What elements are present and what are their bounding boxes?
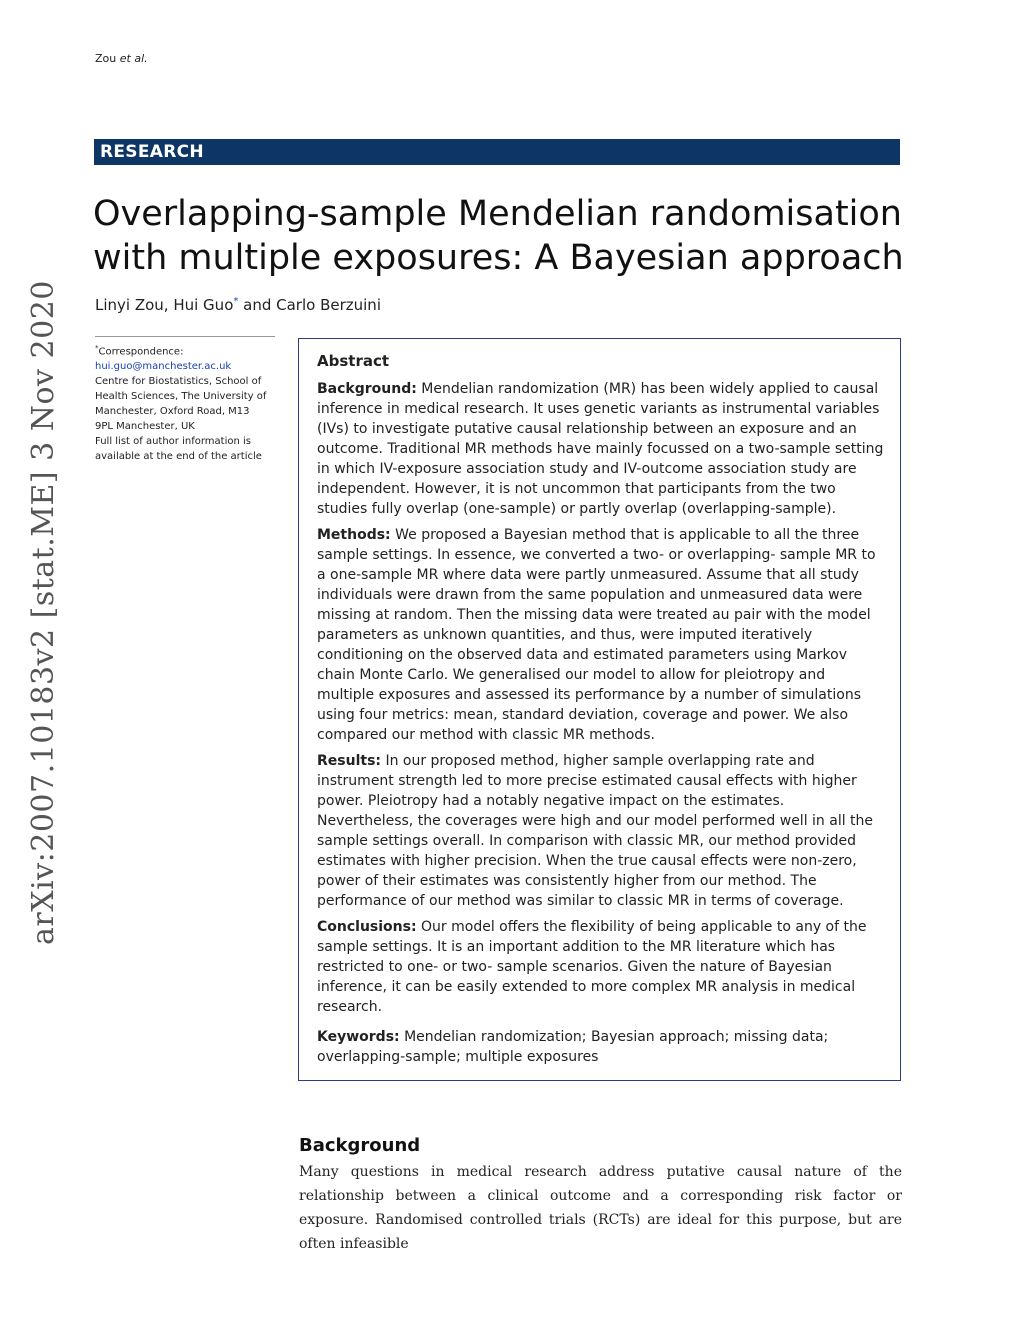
correspondence-email-link[interactable]: hui.guo@manchester.ac.uk	[95, 361, 232, 373]
authors-text-after: and Carlo Berzuini	[238, 296, 381, 314]
abstract-box	[298, 338, 901, 1081]
running-head-authors: Zou	[95, 52, 117, 65]
background-section-text: Many questions in medical research address putative causal nature of the relationship between a clinical outcome and a corresponding risk factor or exposure. Randomised controlled trials (RCTs) are ideal for this purpose, but are often infeasible	[299, 1164, 902, 1252]
correspondence-marker: *	[95, 344, 99, 352]
abstract-background	[317, 379, 884, 519]
correspondence-sidebar	[95, 336, 275, 464]
background-text: Mendelian randomization (MR) has been widely applied to causal inference in medical research. It uses genetic variants as instrumental variables (IVs) to investigate putative causal relationship between an exposure and an outcome. Traditional MR methods have mainly focussed on a two-sample setting in which IV-exposure association study and IV-outcome association study are independent. However, it is not uncommon that participants from the two studies fully overlap (one-sample) or partly overlap (overlapping-sample).	[317, 381, 884, 517]
abstract-conclusions	[317, 917, 884, 1017]
affiliation-line: 9PL Manchester, UK	[95, 421, 195, 433]
affiliation-line: Manchester, Oxford Road, M13	[95, 406, 250, 418]
methods-text: We proposed a Bayesian method that is applicable to all the three sample settings. In essence, we converted a two- or overlapping- sample MR to a one-sample MR where data were partly unmeasured. Assume that all study individuals were drawn from the same population and unmeasured data were missing at random. Then the missing data were treated au pair with the model parameters as unknown quantities, and thus, were imputed iteratively conditioning on the observed data and estimated parameters using Markov chain Monte Carlo. We generalised our model to allow for pleiotropy and multiple exposures and assessed its performance by a number of simulations using four metrics: mean, standard deviation, coverage and power. We also compared our method with classic MR methods.	[317, 527, 876, 743]
correspondence-label-row	[95, 341, 275, 359]
conclusions-text: Our model offers the flexibility of being applicable to any of the sample settings. It is an important addition to the MR literature which has restricted to one- or two- sample scenarios. Given the nature of Bayesian inference, it can be easily extended to more complex MR analysis in medical research.	[317, 919, 867, 1015]
abstract-methods	[317, 525, 884, 745]
keywords-text: Mendelian randomization; Bayesian approach; missing data; overlapping-sample; multiple exposures	[317, 1029, 829, 1065]
author-list	[95, 296, 381, 314]
running-head	[95, 52, 148, 65]
affiliation-line: Centre for Biostatistics, School of	[95, 376, 262, 388]
title-line-1: Overlapping-sample Mendelian randomisation	[93, 194, 902, 234]
arxiv-identifier-stamp: arXiv:2007.10183v2 [stat.ME] 3 Nov 2020	[26, 280, 61, 945]
authors-text-before: Linyi Zou, Hui Guo	[95, 296, 234, 314]
research-banner: RESEARCH	[94, 139, 900, 165]
results-label: Results:	[317, 753, 381, 769]
abstract-keywords	[317, 1027, 884, 1067]
paper-title	[93, 192, 913, 280]
results-text: In our proposed method, higher sample overlapping rate and instrument strength led to more precise estimated causal effects with higher power. Pleiotropy had a notably negative impact on the estimates. Nevertheless, the coverages were high and our model performed well in all the sample settings overall. In comparison with classic MR, our method provided estimates with higher precision. When the true causal effects were non-zero, power of their estimates was consistently higher from our method. The performance of our method was similar to classic MR in terms of coverage.	[317, 753, 874, 909]
abstract-results	[317, 751, 884, 911]
affiliation-line: available at the end of the article	[95, 451, 262, 463]
abstract-heading: Abstract	[317, 352, 390, 370]
correspondence-label: Correspondence:	[98, 346, 184, 358]
title-line-2: with multiple exposures: A Bayesian approach	[93, 238, 904, 278]
running-head-etal: et al.	[119, 52, 148, 65]
affiliation-line: Full list of author information is	[95, 436, 251, 448]
methods-label: Methods:	[317, 527, 391, 543]
background-section-heading: Background	[299, 1135, 421, 1156]
background-label: Background:	[317, 381, 417, 397]
affiliation-line: Health Sciences, The University of	[95, 391, 267, 403]
author-marker[interactable]: *	[233, 296, 239, 307]
conclusions-label: Conclusions:	[317, 919, 417, 935]
keywords-label: Keywords:	[317, 1029, 400, 1045]
